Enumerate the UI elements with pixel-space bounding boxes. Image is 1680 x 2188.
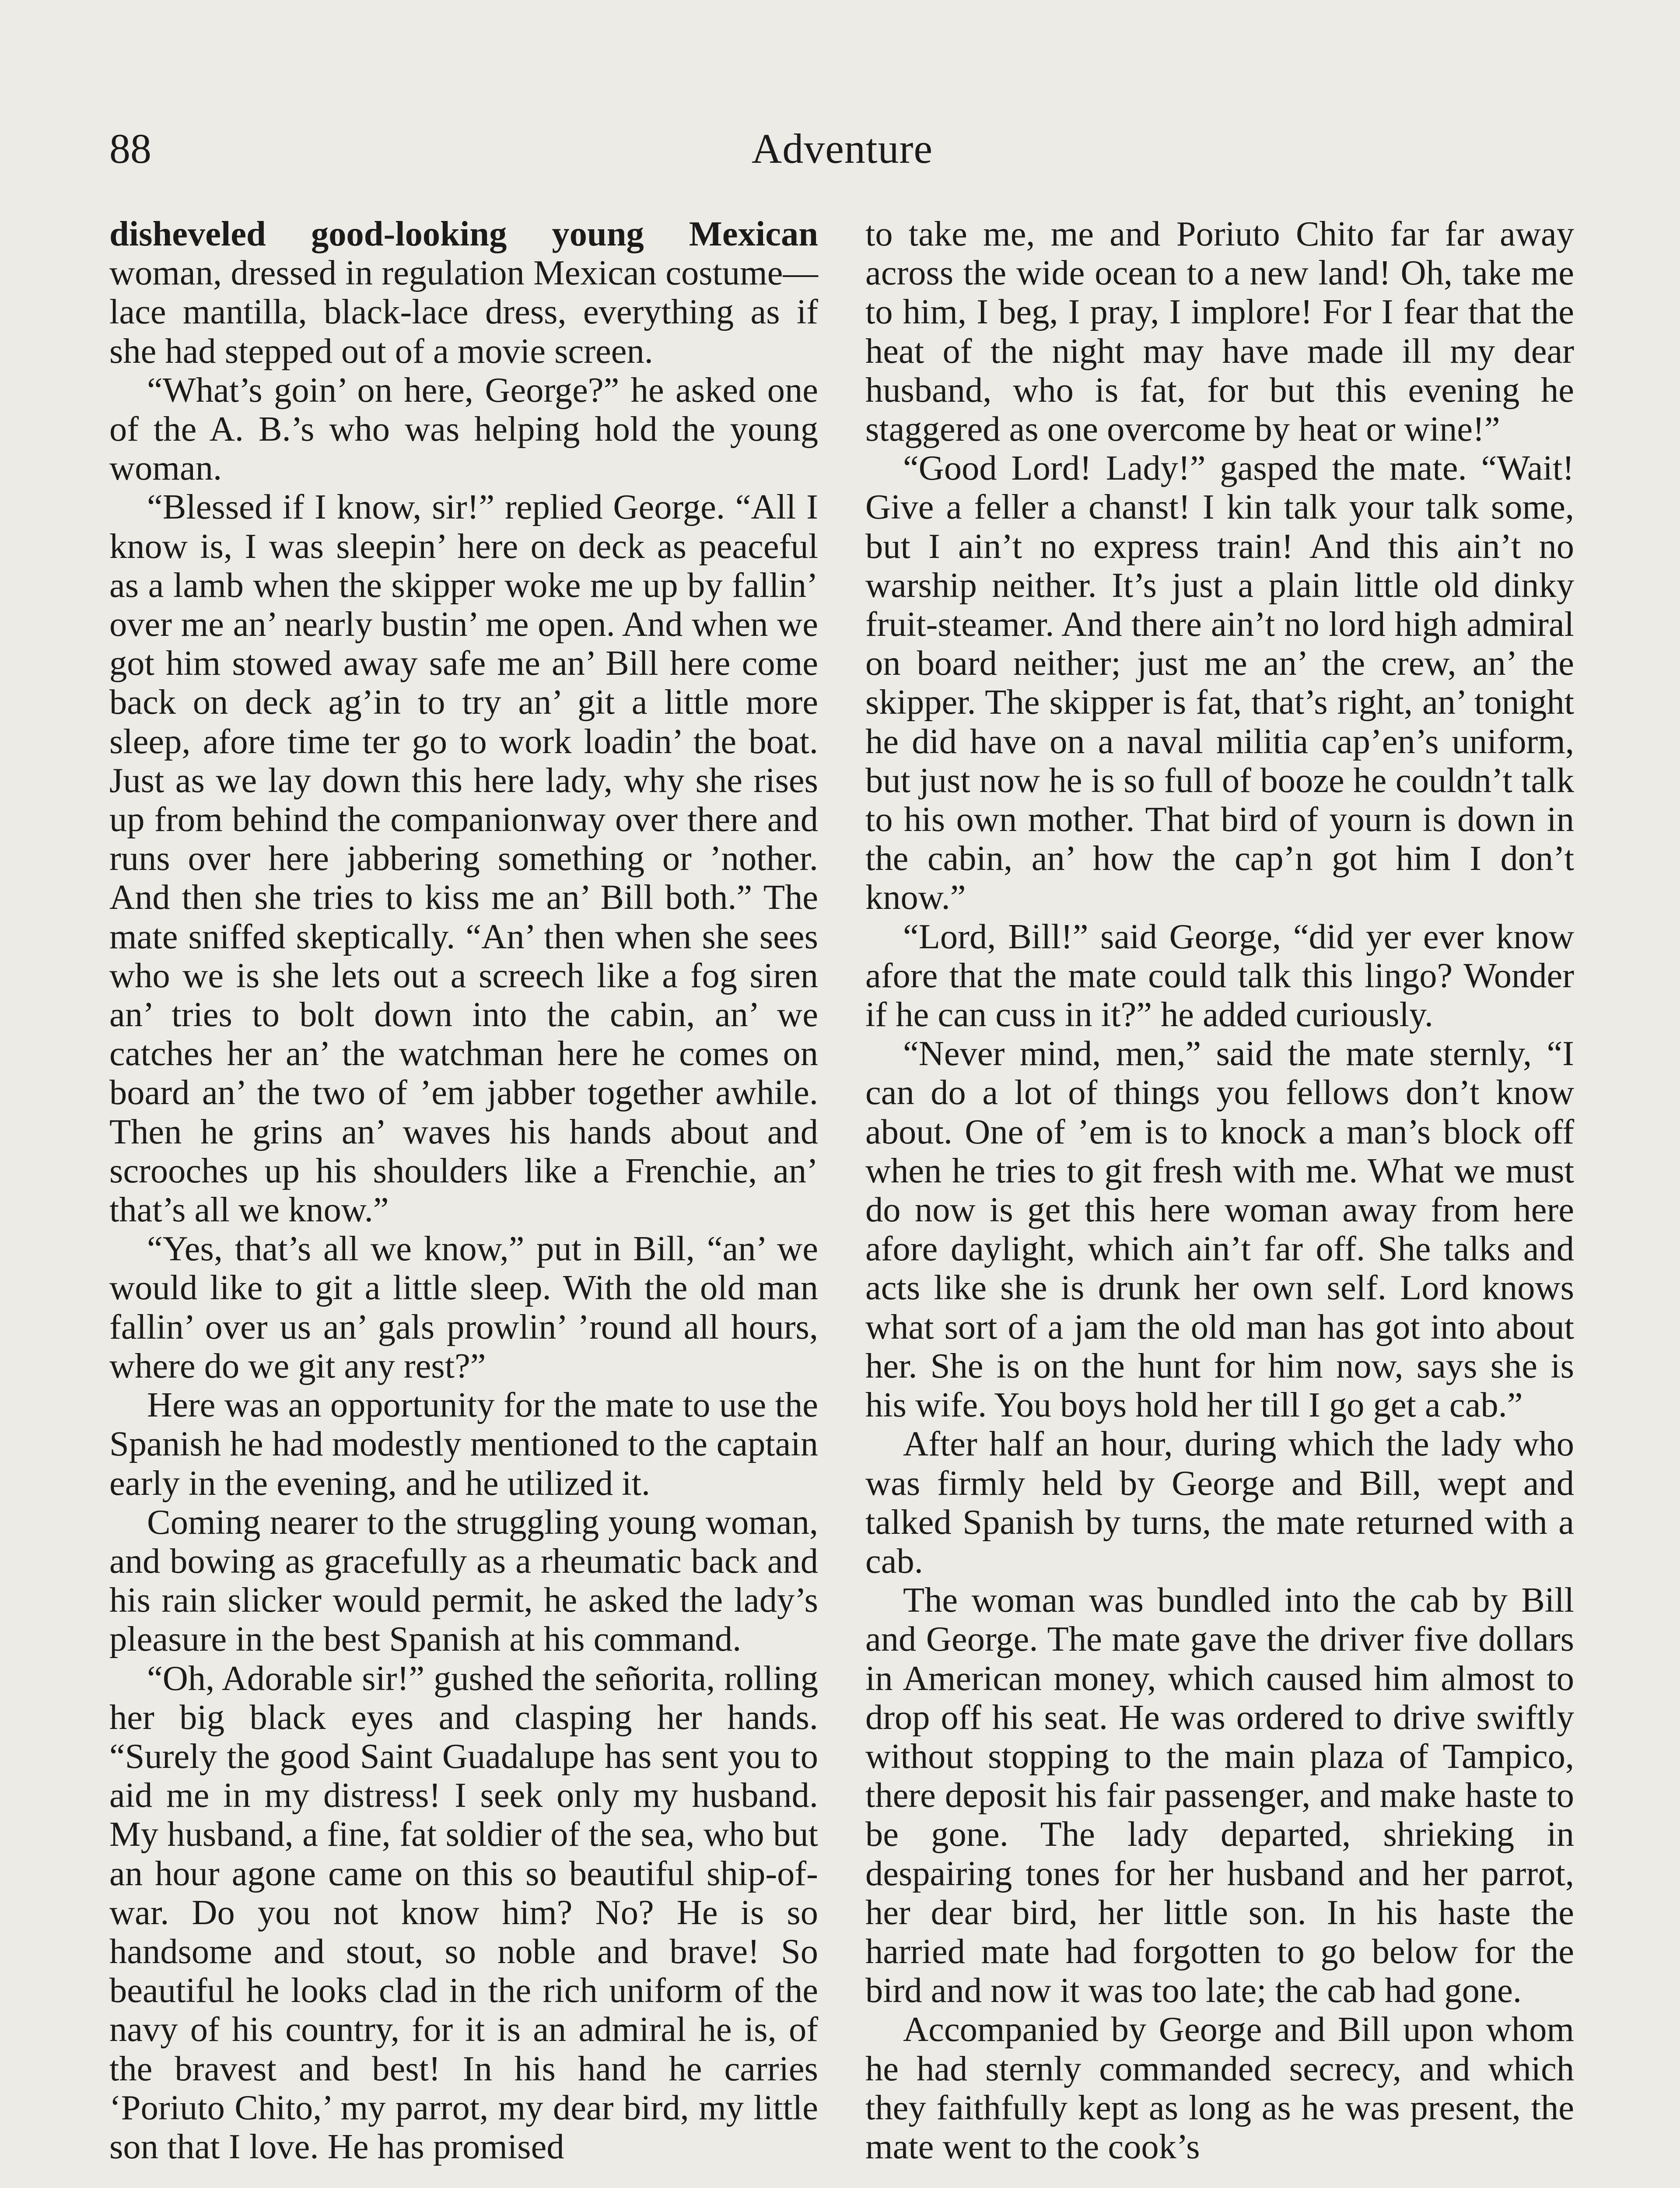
- running-head: [109, 118, 1575, 179]
- paragraph: “Yes, that’s all we know,” put in Bill, “an’ we would like to git a little sleep. With the old man fallin’ over us an’ gals prowlin’ ’round all hours, where do we git any rest?”: [109, 1229, 818, 1385]
- paragraph: to take me, me and Poriuto Chito far far away across the wide ocean to a new land! Oh, take me to him, I beg, I pray, I implore! For I fear that the heat of the night may have made ill my dear husband, who is fat, for but this evening he staggered as one overcome by heat or wine!”: [865, 214, 1574, 449]
- paragraph: “Lord, Bill!” said George, “did yer ever know afore that the mate could talk this lingo? Wonder if he can cuss in it?” he added curiously.: [865, 917, 1574, 1034]
- paragraph: disheveled good-looking young Mexican woman, dressed in regulation Mexican costume—lace mantilla, black-lace dress, everything as if she had stepped out of a movie screen.: [109, 214, 818, 371]
- magazine-title: Adventure: [751, 125, 933, 172]
- paragraph: Coming nearer to the struggling young woman, and bowing as gracefully as a rheumatic back and his rain slicker would permit, he asked the lady’s pleasure in the best Spanish at his command.: [109, 1502, 818, 1659]
- paragraph: “Oh, Adorable sir!” gushed the señorita, rolling her big black eyes and clasping her hands. “Surely the good Saint Guadalupe has sent you to aid me in my distress! I seek only my husband. My husband, a fine, fat soldier of the sea, who but an hour agone came on this so beautiful ship-of-war. Do you not know him? No? He is so handsome and stout, so noble and brave! So beautiful he looks clad in the rich uniform of the navy of his country, for it is an admiral he is, of the bravest and best! In his hand he carries ‘Poriuto Chito,’ my parrot, my dear bird, my little son that I love. He has promised: [109, 1659, 818, 2166]
- paragraph: “Good Lord! Lady!” gasped the mate. “Wait! Give a feller a chanst! I kin talk your talk some, but I ain’t no express train! And this ain’t no warship neither. It’s just a plain little old dinky fruit-steamer. And there ain’t no lord high admiral on board neither; just me an’ the crew, an’ the skipper. The skipper is fat, that’s right, an’ tonight he did have on a naval militia cap’en’s uniform, but just now he is so full of booze he couldn’t talk to his own mother. That bird of yourn is down in the cabin, an’ how the cap’n got him I don’t know.”: [865, 449, 1574, 917]
- paragraph: Here was an opportunity for the mate to use the Spanish he had modestly mentioned to the captain early in the evening, and he utilized it.: [109, 1385, 818, 1503]
- paragraph: After half an hour, during which the lady who was firmly held by George and Bill, wept and talked Spanish by turns, the mate returned with a cab.: [865, 1424, 1574, 1581]
- right-column: [865, 214, 1574, 2166]
- page-number: 88: [109, 125, 151, 172]
- paragraph: “Blessed if I know, sir!” replied George. “All I know is, I was sleepin’ here on deck as peaceful as a lamb when the skipper woke me up by fallin’ over me an’ nearly bustin’ me open. And when we got him stowed away safe me an’ Bill here come back on deck ag’in to try an’ git a little more sleep, afore time ter go to work loadin’ the boat. Just as we lay down this here lady, why she rises up from behind the companionway over there and runs over here jabbering something or ’nother. And then she tries to kiss me an’ Bill both.” The mate sniffed skeptically. “An’ then when she sees who we is she lets out a screech like a fog siren an’ tries to bolt down into the cabin, an’ we catches her an’ the watchman here he comes on board an’ the two of ’em jabber together awhile. Then he grins an’ waves his hands about and scrooches up his shoulders like a Frenchie, an’ that’s all we know.”: [109, 487, 818, 1230]
- left-column: [109, 214, 818, 2166]
- paragraph: The woman was bundled into the cab by Bill and George. The mate gave the driver five dollars in American money, which caused him almost to drop off his seat. He was ordered to drive swiftly without stopping to the main plaza of Tampico, there deposit his fair passenger, and make haste to be gone. The lady departed, shrieking in despairing tones for her husband and her parrot, her dear bird, her little son. In his haste the harried mate had forgotten to go below for the bird and now it was too late; the cab had gone.: [865, 1581, 1574, 2010]
- paragraph: “Never mind, men,” said the mate sternly, “I can do a lot of things you fellows don’t know about. One of ’em is to knock a man’s block off when he tries to git fresh with me. What we must do now is get this here woman away from here afore daylight, which ain’t far off. She talks and acts like she is drunk her own self. Lord knows what sort of a jam the old man has got into about her. She is on the hunt for him now, says she is his wife. You boys hold her till I go get a cab.”: [865, 1034, 1574, 1425]
- paragraph: “What’s goin’ on here, George?” he asked one of the A. B.’s who was helping hold the young woman.: [109, 370, 818, 488]
- paragraph: Accompanied by George and Bill upon whom he had sternly commanded secrecy, and which they faithfully kept as long as he was present, the mate went to the cook’s: [865, 2010, 1574, 2166]
